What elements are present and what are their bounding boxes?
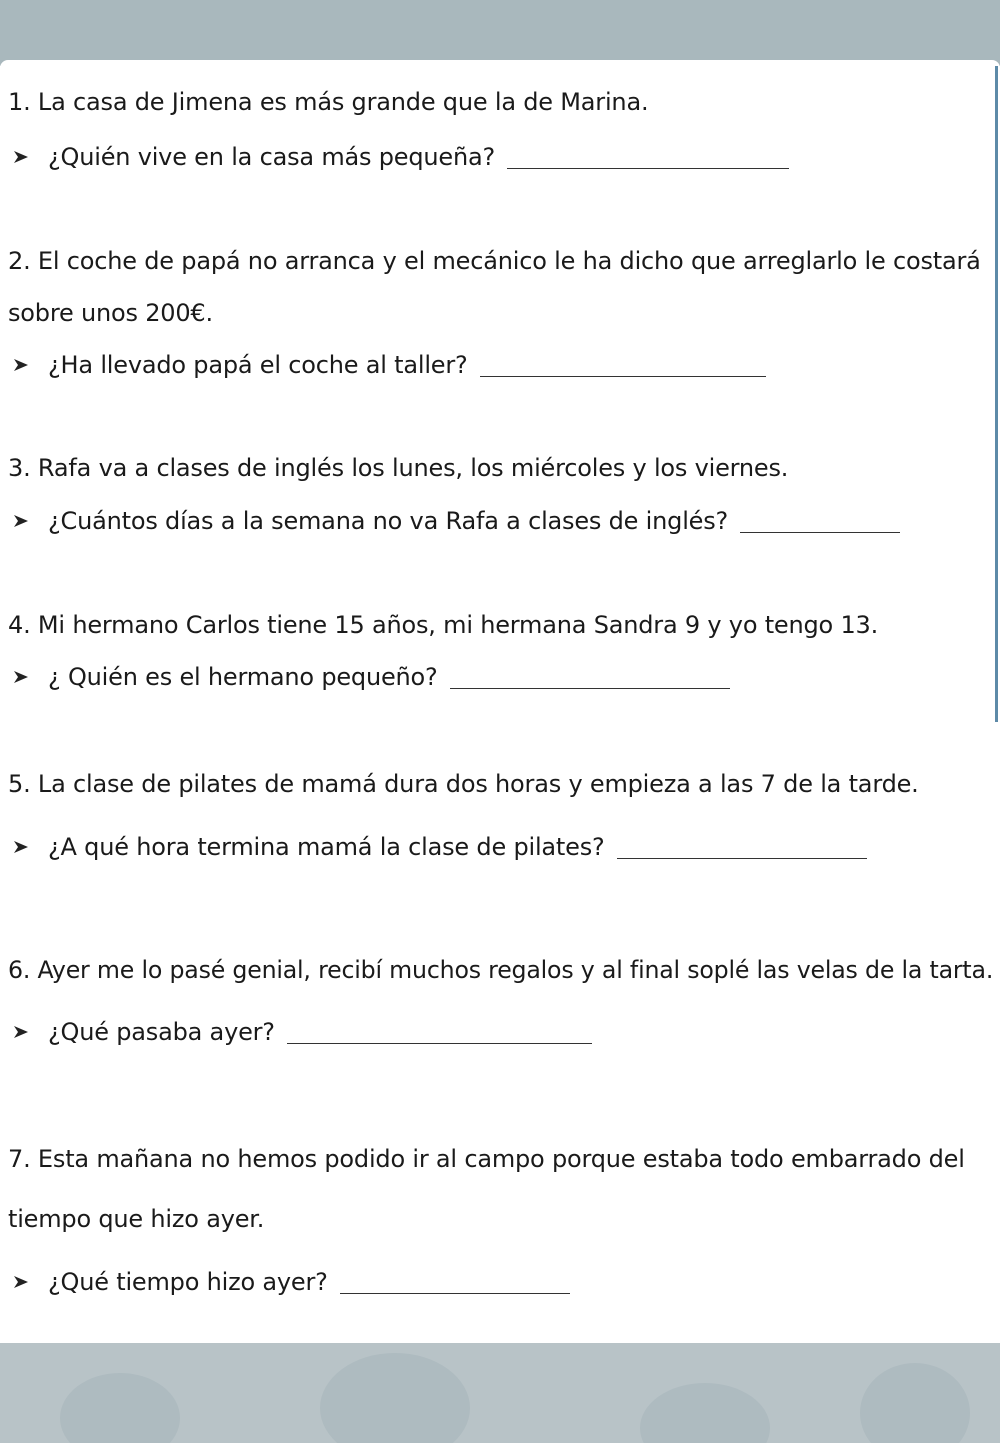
statement-4: 4. Mi hermano Carlos tiene 15 años, mi hermana Sandra 9 y yo tengo 13. [8, 611, 879, 639]
question-row-2 [12, 349, 766, 381]
question-3: ¿Cuántos días a la semana no va Rafa a clases de inglés? [48, 507, 729, 535]
answer-field-6[interactable] [287, 1021, 592, 1044]
statement-2-line-2: sobre unos 200€. [8, 299, 213, 327]
question-row-4 [12, 661, 730, 693]
question-row-5 [12, 831, 867, 863]
question-row-3 [12, 505, 900, 537]
statement-6: 6. Ayer me lo pasé genial, recibí muchos regalos y al final soplé las velas de la tarta. [8, 956, 994, 984]
statement-7-line-1: 7. Esta mañana no hemos podido ir al campo porque estaba todo embarrado del [8, 1145, 965, 1173]
answer-field-4[interactable] [450, 666, 730, 689]
question-4: ¿ Quién es el hermano pequeño? [48, 663, 438, 691]
question-row-7 [12, 1266, 570, 1298]
statement-3: 3. Rafa va a clases de inglés los lunes, los miércoles y los viernes. [8, 454, 789, 482]
question-row-6 [12, 1016, 592, 1048]
footer-decoration [640, 1383, 770, 1443]
arrow-bullet-icon [12, 839, 48, 855]
footer-decoration [320, 1353, 470, 1443]
question-1: ¿Quién vive en la casa más pequeña? [48, 143, 496, 171]
statement-5: 5. La clase de pilates de mamá dura dos horas y empieza a las 7 de la tarde. [8, 770, 919, 798]
footer-decoration [860, 1363, 970, 1443]
arrow-bullet-icon [12, 1274, 48, 1290]
answer-field-5[interactable] [617, 836, 867, 859]
header-band [0, 0, 1000, 66]
arrow-bullet-icon [12, 513, 48, 529]
answer-field-2[interactable] [480, 354, 766, 377]
answer-field-7[interactable] [340, 1271, 570, 1294]
question-row-1 [12, 141, 789, 173]
statement-1: 1. La casa de Jimena es más grande que la de Marina. [8, 88, 649, 116]
question-6: ¿Qué pasaba ayer? [48, 1018, 275, 1046]
question-2: ¿Ha llevado papá el coche al taller? [48, 351, 468, 379]
arrow-bullet-icon [12, 357, 48, 373]
question-5: ¿A qué hora termina mamá la clase de pilates? [48, 833, 605, 861]
arrow-bullet-icon [12, 149, 48, 165]
arrow-bullet-icon [12, 1024, 48, 1040]
answer-field-1[interactable] [507, 146, 789, 169]
arrow-bullet-icon [12, 669, 48, 685]
sheet-top-edge [0, 60, 1000, 68]
statement-2-line-1: 2. El coche de papá no arranca y el mecánico le ha dicho que arreglarlo le costará [8, 247, 981, 275]
statement-7-line-2: tiempo que hizo ayer. [8, 1205, 265, 1233]
answer-field-3[interactable] [740, 510, 900, 533]
question-7: ¿Qué tiempo hizo ayer? [48, 1268, 328, 1296]
footer-decoration [60, 1373, 180, 1443]
footer-band [0, 1343, 1000, 1443]
sheet-right-border [995, 66, 998, 722]
